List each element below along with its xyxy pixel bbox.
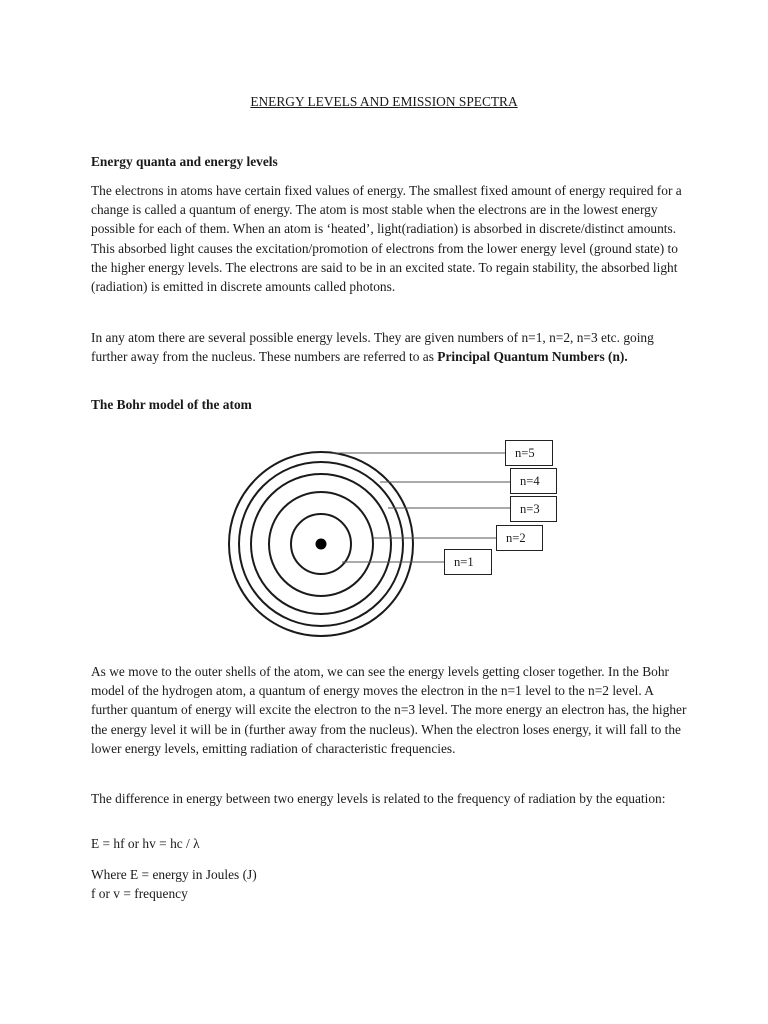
label-n5: n=5 [505, 440, 553, 466]
paragraph-energy-quanta: The electrons in atoms have certain fixed values of energy. The smallest fixed amount of energy required for a change is called a quantum of energy. The atom is most stable when the electrons are in the lowest energy possible for each of them. When an atom is ‘heated’, light(radiation) is absorbed in discrete/distinct amounts. This absorbed light causes the excitation/promotion of electrons from the lower energy level (ground state) to the higher energy levels. The electrons are said to be in an excited state. To regain stability, the absorbed light (radiation) is emitted in discrete amounts called photons. [91, 183, 682, 295]
definition-frequency: f or v = frequency [91, 886, 188, 901]
page-title: ENERGY LEVELS AND EMISSION SPECTRA [250, 94, 518, 109]
section-heading-bohr-model: The Bohr model of the atom [91, 397, 252, 412]
section-heading-energy-quanta: Energy quanta and energy levels [91, 154, 278, 169]
label-n3: n=3 [510, 496, 557, 522]
paragraph-energy-difference: The difference in energy between two energy levels is related to the frequency of radiation by the equation: [91, 791, 666, 806]
equation: E = hf or hv = hc / λ [91, 836, 200, 851]
nucleus [316, 539, 327, 550]
label-n2: n=2 [496, 525, 543, 551]
definition-energy: Where E = energy in Joules (J) [91, 867, 257, 882]
principal-quantum-numbers-term: Principal Quantum Numbers (n). [437, 349, 628, 365]
paragraph-energy-levels-text: In any atom there are several possible energy levels. They are given numbers of n=1, n=2, n=3 etc. going further away from the nucleus. These numbers are referred to as [91, 330, 654, 365]
paragraph-bohr-explanation: As we move to the outer shells of the atom, we can see the energy levels getting closer together. In the Bohr model of the hydrogen atom, a quantum of energy moves the electron in the n=1 level to the n=2 level. A further quantum of energy will excite the electron to the n=3 level. The more energy an electron has, the higher the energy level it will be in (further away from the nucleus). When the electron loses energy, it will fall to the lower energy levels, emitting radiation of characteristic frequencies. [91, 664, 687, 756]
label-n1: n=1 [444, 549, 492, 575]
label-n4: n=4 [510, 468, 557, 494]
